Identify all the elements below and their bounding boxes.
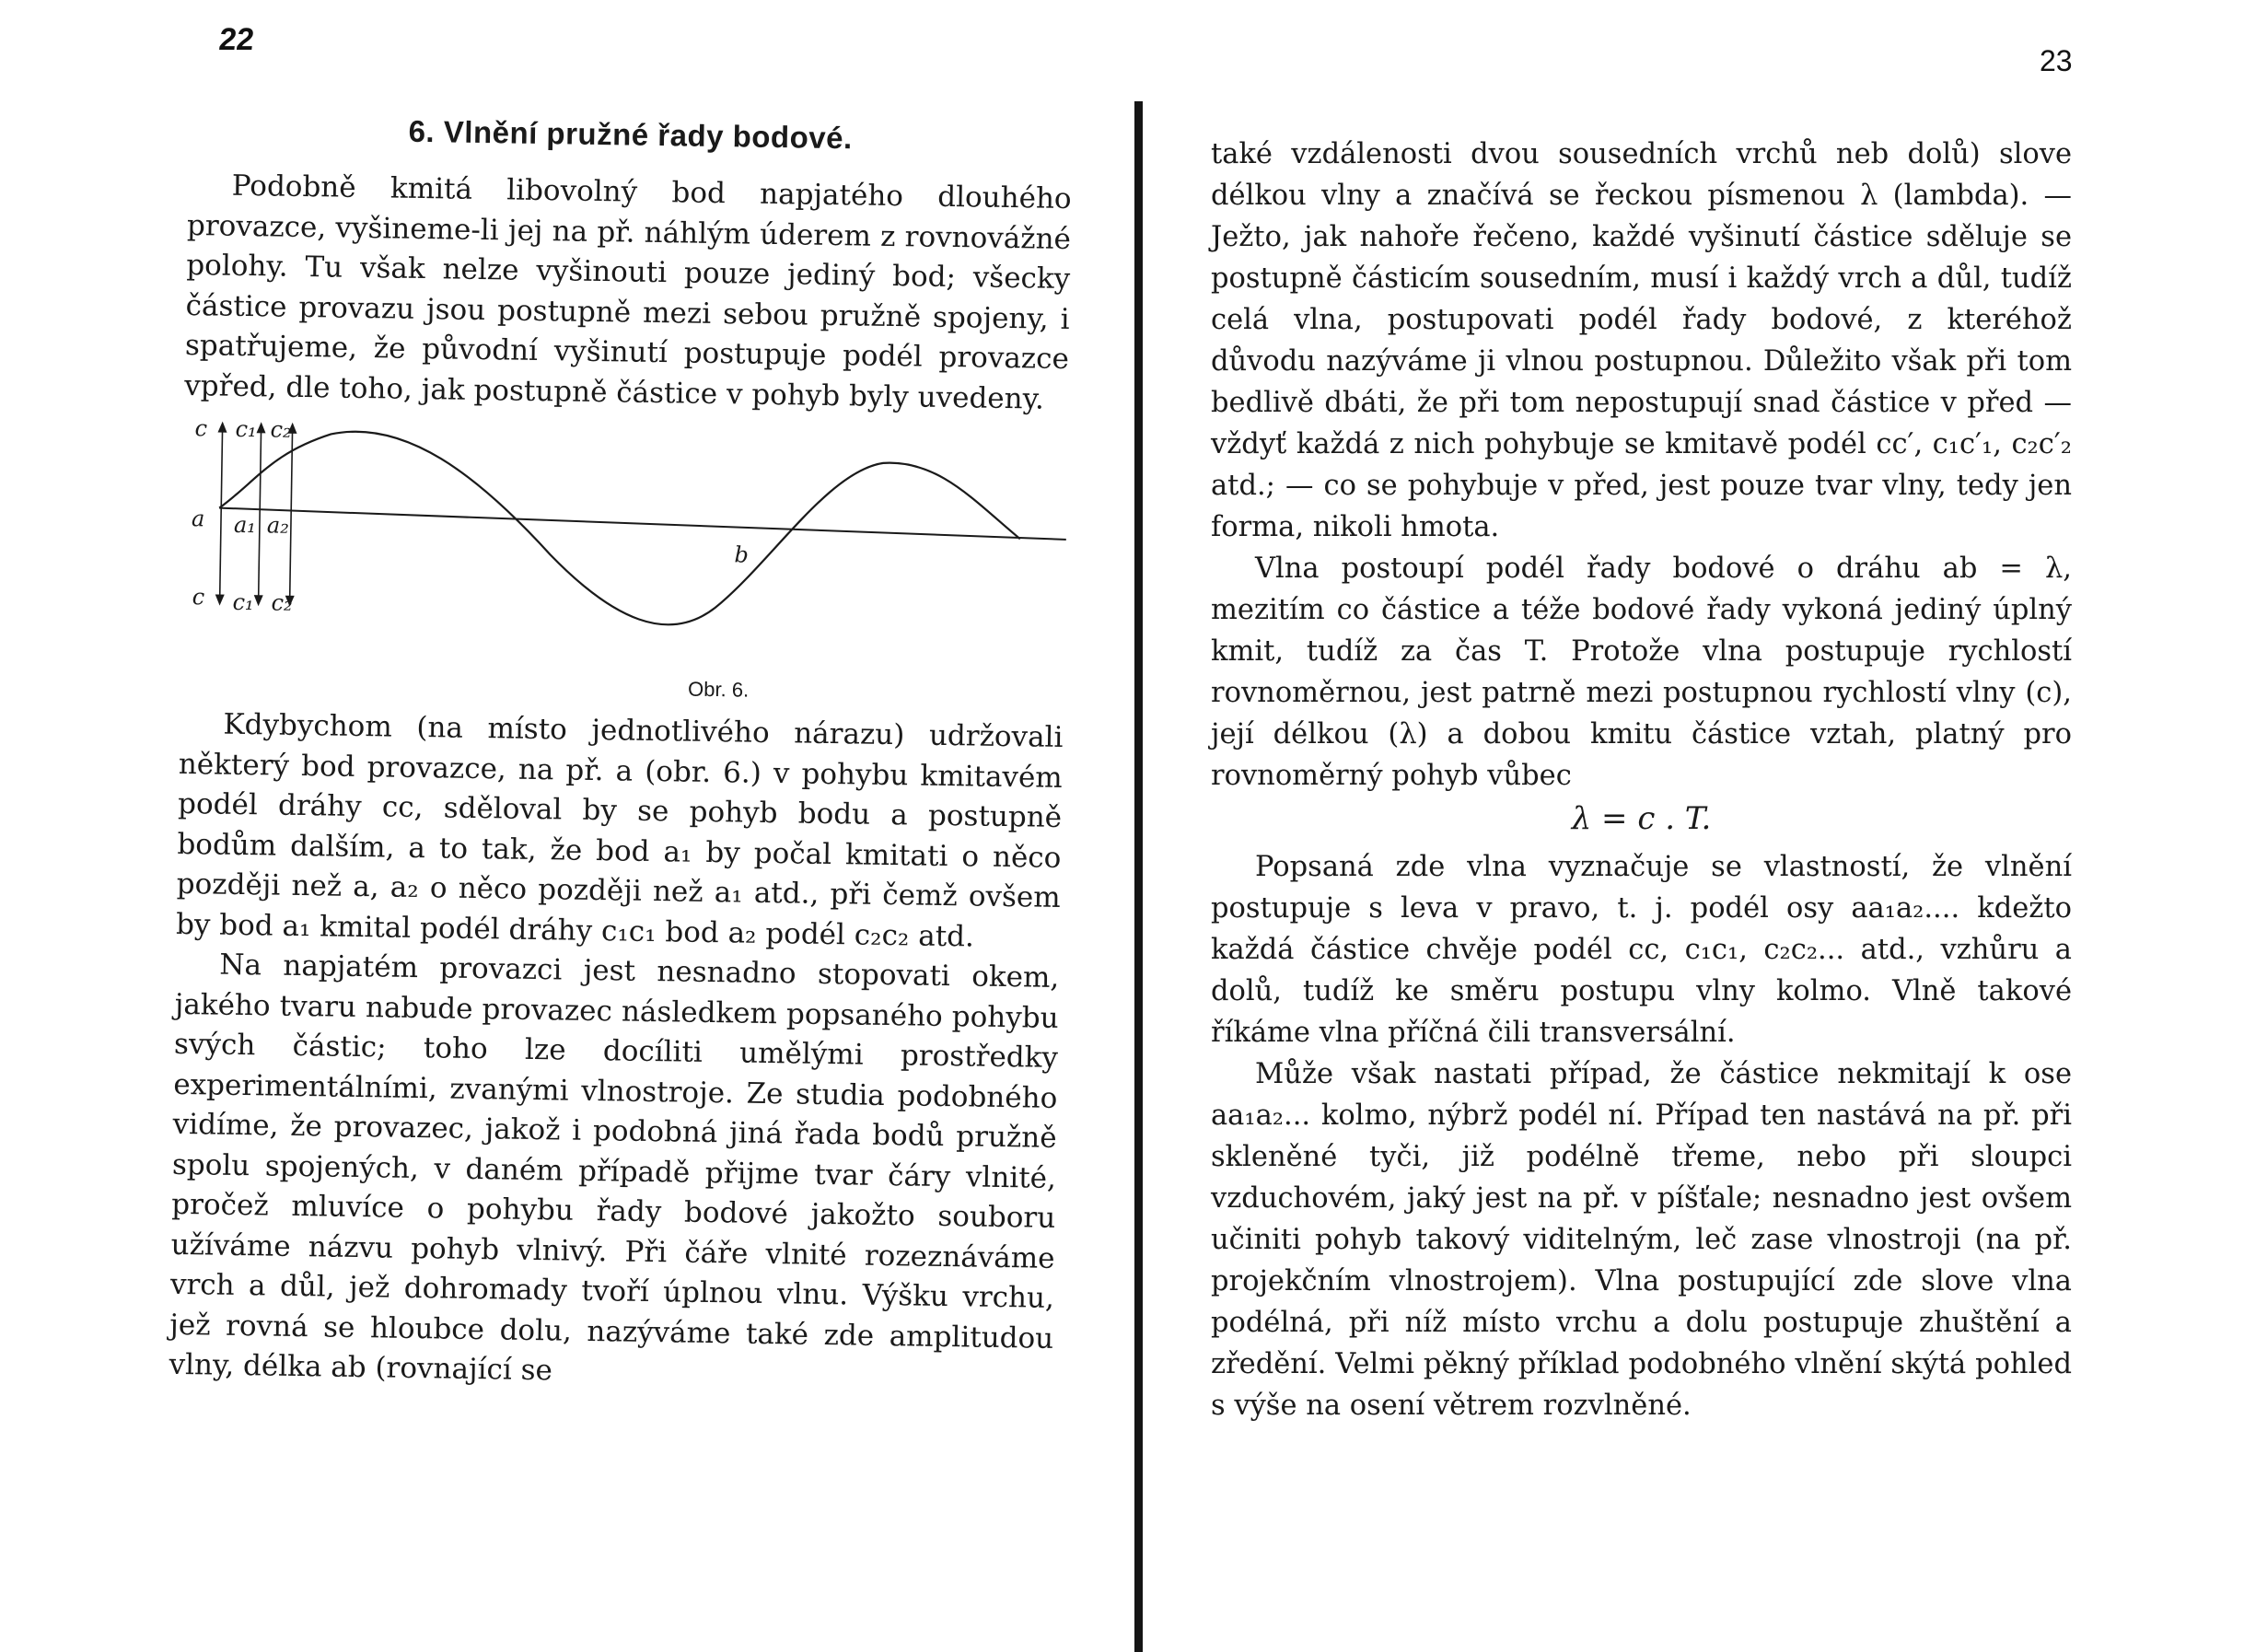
path-c2c2 bbox=[290, 428, 293, 601]
arrow-down-c bbox=[215, 595, 225, 606]
label-c1-bottom: c₁ bbox=[232, 588, 254, 616]
arrow-up-c1 bbox=[257, 422, 266, 433]
label-b: b bbox=[734, 541, 750, 568]
arrow-up-c bbox=[218, 422, 227, 433]
label-a2: a₂ bbox=[266, 512, 290, 539]
right-paragraph-1: také vzdálenosti dvou sousedních vrchů neb dolů) slove délkou vlny a značívá se řeckou písmenou λ (lambda). — Ježto, jak nahoře řečeno, každé vyšinutí částice sděluje se postupně částicím sousedním, musí i každý vrch a důl, tudíž celá vlna, postupovati podél řady bodové, z kteréhož důvodu nazýváme ji vlnou postupnou. Důležito však při tom bedlivě dbáti, že při tom nepostupují snad částice v před — vždyť každá z nich pohybuje se kmitavě podél cc′, c₁c′₁, c₂c′₂ atd.; — co se pohybuje v před, jest pouze tvar vlny, tedy jen forma, nikoli hmota. bbox=[1211, 138, 2072, 543]
arrow-down-c1 bbox=[254, 595, 263, 606]
right-paragraph-3: Popsaná zde vlna vyznačuje se vlastností, že vlnění postupuje s leva v pravo, t. j. podél osy aa₁a₂.... kdežto každá částice chvěje podél cc, c₁c₁, c₂c₂... atd., vzhůru a dolů, tudíž ke směru postupu vlny kolmo. Vlně takové říkáme vlna příčná čili transversální. bbox=[1211, 851, 2072, 1049]
label-a: a bbox=[191, 506, 205, 532]
left-paragraph-3: Na napjatém provazci jest nesnadno stopovati okem, jakého tvaru nabude provazec následkem popsaného pohybu svých částic; toho lze docíliti umělými prostředky experimentálními, zvanými vlnostroje. Ze studia podobného vidíme, že provazec, jakož i podobná jiná řada bodů pružně spolu spojených, v daném případě přijme tvar čáry vlnité, pročež mluvíce o pohybu řady bodové jakožto souboru užíváme názvu pohyb vlnivý. Při čáře vlnité rozeznáváme vrch a důl, jež dohromady tvoří úplnou vlnu. Výšku vrchu, jež rovná se hloubce dolu, nazýváme také zde amplitudou vlny, délka ab (rovnající se bbox=[169, 948, 1060, 1388]
page-gutter bbox=[1134, 101, 1143, 1652]
label-c2-top: c₂ bbox=[270, 416, 292, 443]
wave-axis bbox=[219, 508, 1068, 541]
path-c1c1 bbox=[259, 427, 262, 600]
label-c-top: c bbox=[194, 415, 208, 442]
page-number-right: 23 bbox=[2040, 44, 2073, 77]
label-a1: a₁ bbox=[233, 511, 257, 539]
label-c1-top: c₁ bbox=[235, 415, 257, 443]
right-paragraph-2: Vlna postoupí podél řady bodové o dráhu ab = λ, mezitím co částice a téže bodové řady vykoná jediný úplný kmit, tudíž za čas T. Protože vlna postupuje rychlostí rovnoměrnou, jest patrně mezi postupnou rychlostí vlny (c), její délkou (λ) a dobou kmitu částice vztah, platný pro rovnoměrný pohyb vůbec bbox=[1211, 553, 2072, 792]
label-c2-bottom: c₂ bbox=[271, 589, 293, 616]
formula: λ = c . T. bbox=[1571, 800, 1712, 837]
wave-curve bbox=[217, 429, 1021, 630]
wave-figure bbox=[180, 415, 1067, 687]
right-paragraph-4: Může však nastati případ, že částice nekmitají k ose aa₁a₂... kolmo, nýbrž podél ní. Případ ten nastává na př. při skleněné tyči, již podélně třeme, nebo při sloupci vzduchovém, jaký jest na př. v píšťale; nesnadno jest ovšem učiniti pohyb takový viditelným, leč zase vlnostroji (na př. projekčním vlnostrojem). Vlna postupující zde slove vlna podélná, při níž místo vrchu a dolu postupuje zhuštění a zředění. Velmi pěkný příklad podobného vlnění skýtá pohled s výše na osení větrem rozvlněné. bbox=[1211, 1058, 2072, 1422]
wave-diagram bbox=[180, 415, 1067, 687]
right-page-text bbox=[1211, 134, 2072, 1426]
left-page-text bbox=[169, 111, 1073, 1399]
left-paragraph-1: Podobně kmitá libovolný bod napjatého dlouhého provazce, vyšineme-li jej na př. náhlým úderem z rovnovážné polohy. Tu však nelze vyšinouti pouze jediný bod; všecky částice provazu jsou postupně mezi sebou pružně spojeny, i spatřujeme, že původní vyšinutí postupuje podél provazce vpřed, dle toho, jak postupně částice v pohyb byly uvedeny. bbox=[184, 169, 1072, 416]
label-c-bottom: c bbox=[192, 584, 205, 611]
figure-caption: Obr. 6. bbox=[687, 677, 750, 702]
section-heading: 6. Vlnění pružné řady bodové. bbox=[408, 113, 853, 156]
left-paragraph-2: Kdybychom (na místo jednotlivého nárazu) udržovali některý bod provazce, na př. a (obr. 6.) v pohybu kmitavém podél dráhy cc, sděloval by se pohyb bodu a postupně bodům dalším, a to tak, že bod a₁ by počal kmitati o něco později než a, a₂ o něco později než a₁ atd., při čemž ovšem by bod a₁ kmital podél dráhy c₁c₁ bod a₂ podél c₂c₂ atd. bbox=[175, 707, 1064, 954]
page-number-left: 22 bbox=[217, 22, 256, 57]
path-cc bbox=[220, 427, 223, 600]
